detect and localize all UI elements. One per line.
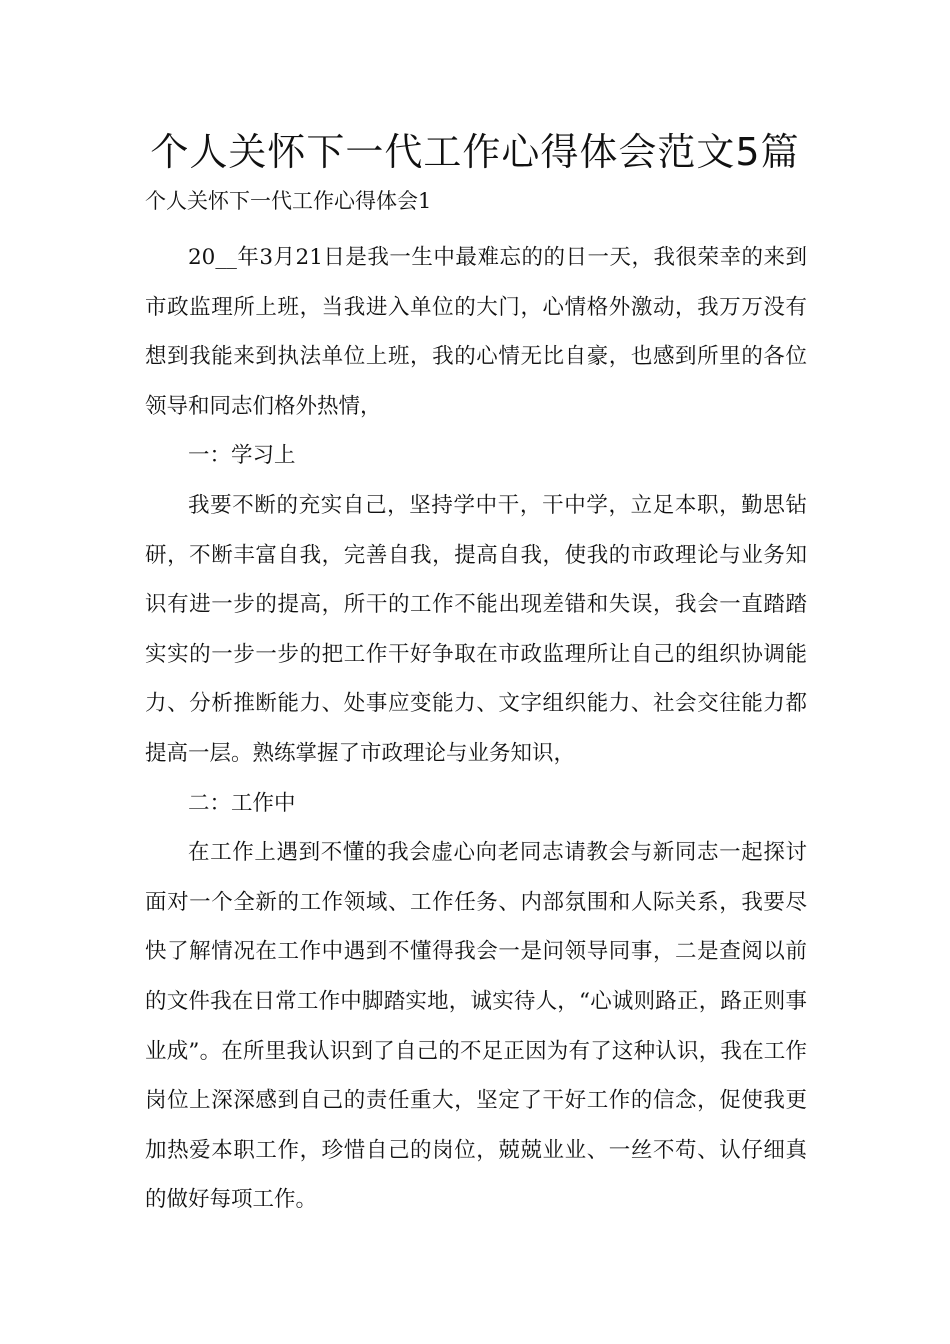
section-heading-work: 二：工作中 [188,790,296,816]
paragraph-study: 我要不断的充实自己，坚持学中干，干中学，立足本职，勤思钻研，不断丰富自我，完善自我，提高自我，使我的市政理论与业务知识有进一步的提高，所干的工作不能出现差错和失误，我会一直踏踏实实的一步一步的把工作干好争取在市政监理所让自己的组织协调能力、分析推断能力、处事应变能力、文字组织能力、社会交往能力都提高一层。熟练掌握了市政理论与业务知识， [145,492,807,766]
document-body [145,233,807,1225]
paragraph-intro: 20__年3月21日是我一生中最难忘的的日一天，我很荣幸的来到市政监理所上班，当我进入单位的大门，心情格外激动，我万万没有想到我能来到执法单位上班，我的心情无比自豪，也感到所里的各位领导和同志们格外热情， [145,245,807,419]
document-title: 个人关怀下一代工作心得体会范文5篇 [150,130,800,174]
paragraph-work: 在工作上遇到不懂的我会虚心向老同志请教会与新同志一起探讨面对一个全新的工作领域、工作任务、内部氛围和人际关系，我要尽快了解情况在工作中遇到不懂得我会一是问领导同事，二是查阅以前的文件我在日常工作中脚踏实地，诚实待人，“心诚则路正，路正则事业成”。在所里我认识到了自己的不足正因为有了这种认识，我在工作岗位上深深感到自己的责任重大，坚定了干好工作的信念，促使我更加热爱本职工作，珍惜自己的岗位，兢兢业业、一丝不苟、认仔细真的做好每项工作。 [145,840,807,1213]
section-heading-study: 一：学习上 [188,443,296,469]
section-subtitle: 个人关怀下一代工作心得体会1 [145,189,432,213]
